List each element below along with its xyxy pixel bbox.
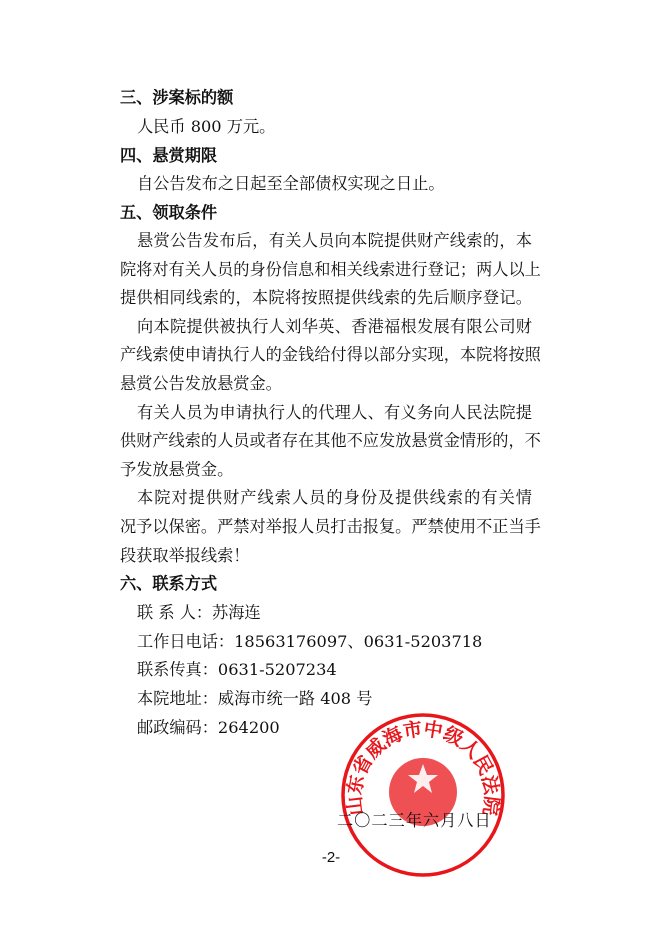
reward-period: 自公告发布之日起至全部债权实现之日止。	[137, 174, 445, 193]
paragraph-line: 本院对提供财产线索人员的身份及提供线索的有关情	[137, 488, 532, 507]
paragraph-line: 段获取举报线索！	[120, 546, 250, 565]
paragraph-line: 产线索使申请执行人的金钱给付得以部分实现，本院将按照	[120, 345, 541, 364]
paragraph-line: 予发放悬赏金。	[120, 460, 234, 479]
document-date: 二〇二三年六月八日	[337, 811, 492, 830]
paragraph-line: 向本院提供被执行人刘华英、香港福根发展有限公司财	[137, 317, 532, 336]
paragraph-line: 院将对有关人员的身份信息和相关线索进行登记；两人以上	[120, 260, 541, 279]
paragraph-line: 况予以保密。严禁对举报人员打击报复。严禁使用不正当手	[120, 517, 541, 536]
heading-subject-amount: 三、涉案标的额	[120, 88, 234, 107]
subject-amount: 人民币 800 万元。	[137, 117, 276, 136]
contact-postcode: 邮政编码：264200	[137, 718, 280, 737]
paragraph-line: 供财产线索的人员或者存在其他不应发放悬赏金情形的，不	[120, 431, 541, 450]
contact-phone: 工作日电话：18563176097、0631-5203718	[137, 632, 483, 651]
paragraph-line: 有关人员为申请执行人的代理人、有义务向人民法院提	[137, 403, 532, 422]
heading-contact: 六、联系方式	[120, 574, 218, 593]
contact-address: 本院地址：威海市统一路 408 号	[137, 689, 373, 708]
contact-person: 联 系 人：苏海连	[137, 603, 261, 622]
paragraph-line: 悬赏公告发放悬赏金。	[120, 374, 282, 393]
page-number: -2-	[321, 849, 341, 866]
paragraph-line: 悬赏公告发布后，有关人员向本院提供财产线索的，本	[137, 231, 532, 250]
svg-text:山东省威海市中级人民法院: 山东省威海市中级人民法院	[343, 718, 503, 817]
contact-fax: 联系传真：0631-5207234	[137, 660, 337, 679]
paragraph-line: 提供相同线索的，本院将按照提供线索的先后顺序登记。	[120, 288, 532, 307]
heading-reward-period: 四、悬赏期限	[120, 146, 218, 165]
heading-claim-conditions: 五、领取条件	[120, 203, 218, 222]
